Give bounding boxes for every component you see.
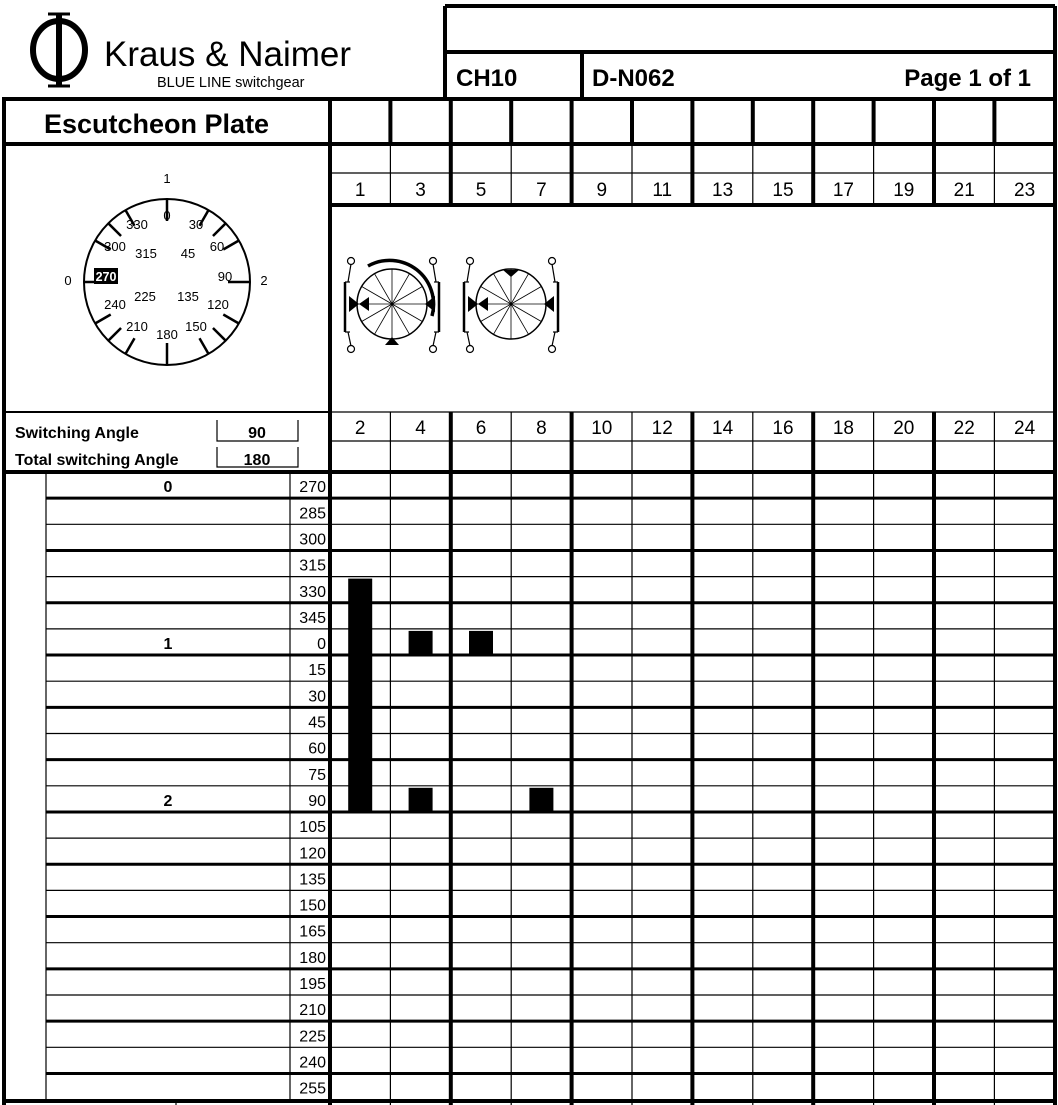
angle-cell-240: 240 — [299, 1054, 326, 1072]
position-cell-1: 1 — [163, 636, 173, 654]
dial-tick — [108, 223, 121, 236]
terminal-top-9: 9 — [596, 180, 608, 201]
angle-cell-165: 165 — [299, 923, 326, 941]
dial-position-1: 1 — [163, 171, 171, 186]
terminal-bottom-8: 8 — [536, 418, 547, 439]
dial-angle-300: 300 — [104, 239, 126, 254]
terminal-top-23: 23 — [1014, 180, 1036, 201]
terminal-bottom-4: 4 — [415, 418, 426, 439]
terminal-bottom-18: 18 — [832, 418, 854, 439]
terminal-top-17: 17 — [832, 180, 854, 201]
terminal-bottom-2: 2 — [354, 418, 366, 439]
terminal-bottom-20: 20 — [893, 418, 915, 439]
dial-tick — [200, 338, 209, 354]
terminal-top-15: 15 — [772, 180, 794, 201]
terminal-bottom-14: 14 — [712, 418, 734, 439]
terminal-top-19: 19 — [893, 180, 915, 201]
angle-cell-75: 75 — [308, 766, 326, 784]
angle-cell-330: 330 — [299, 583, 326, 601]
angle-cell-255: 255 — [299, 1080, 326, 1098]
switching-angle-value: 90 — [248, 425, 266, 442]
dial-angle-120: 120 — [207, 297, 229, 312]
angle-cell-285: 285 — [299, 505, 326, 523]
contact-closed-mark — [409, 631, 433, 654]
dial-angle-30: 30 — [188, 217, 204, 232]
angle-cell-105: 105 — [299, 819, 326, 837]
position-cell-2: 2 — [163, 792, 173, 810]
contact-symbol-1 — [345, 258, 439, 353]
dial-position-0: 0 — [64, 273, 72, 288]
drawing-number: D-N062 — [592, 65, 675, 92]
angle-cell-15: 15 — [308, 662, 326, 680]
angle-cell-210: 210 — [299, 1002, 326, 1020]
angle-cell-270: 270 — [299, 479, 326, 497]
logo — [33, 14, 85, 86]
angle-cell-150: 150 — [299, 897, 326, 915]
angle-cell-45: 45 — [308, 714, 326, 732]
terminal-top-11: 11 — [652, 180, 673, 201]
dial-angle-330: 330 — [126, 217, 148, 232]
switching-specs — [15, 420, 298, 469]
header — [2, 6, 1055, 99]
brand-subtitle: BLUE LINE switchgear — [157, 75, 305, 91]
dial-tick — [223, 315, 239, 324]
dial-tick — [213, 223, 226, 236]
contact-closed-mark — [348, 579, 372, 811]
dial-angle-135: 135 — [177, 289, 199, 304]
dial-angle-180: 180 — [156, 327, 178, 342]
angle-cell-195: 195 — [299, 976, 326, 993]
terminal-top-13: 13 — [712, 180, 734, 201]
escutcheon-dial — [64, 171, 267, 365]
terminal-bottom-6: 6 — [475, 418, 487, 439]
angle-cell-30: 30 — [308, 688, 326, 706]
total-angle-value: 180 — [243, 452, 271, 469]
dial-angle-90: 90 — [217, 269, 233, 284]
contact-closed-mark — [469, 631, 493, 654]
switching-angle-label: Switching Angle — [15, 425, 139, 442]
terminal-top-3: 3 — [415, 180, 426, 201]
contact-closed-mark — [409, 788, 433, 811]
dial-angle-315: 315 — [135, 246, 157, 261]
terminal-top-21: 21 — [953, 180, 975, 201]
terminal-bottom-12: 12 — [651, 418, 673, 439]
dial-angle-270: 270 — [95, 270, 117, 284]
angle-cell-315: 315 — [299, 557, 326, 575]
total-angle-label: Total switching Angle — [15, 452, 179, 469]
dial-tick — [223, 241, 239, 250]
dial-angle-225: 225 — [134, 289, 156, 304]
angle-cell-225: 225 — [299, 1028, 326, 1046]
dial-angle-150: 150 — [185, 319, 207, 334]
dial-tick — [95, 315, 111, 324]
terminal-top-7: 7 — [536, 180, 547, 201]
terminal-bottom-22: 22 — [953, 418, 975, 439]
dial-tick — [126, 338, 135, 354]
dial-angle-0: 0 — [163, 208, 171, 223]
angle-cell-90: 90 — [308, 792, 326, 810]
angle-cell-60: 60 — [308, 740, 326, 758]
terminal-top-5: 5 — [475, 180, 487, 201]
dial-angle-45: 45 — [180, 246, 196, 261]
angle-cell-345: 345 — [299, 609, 326, 627]
angle-cell-135: 135 — [299, 871, 326, 889]
page-indicator: Page 1 of 1 — [904, 65, 1031, 92]
dial-angle-60: 60 — [209, 239, 225, 254]
position-cell-0: 0 — [163, 479, 173, 497]
dial-tick — [213, 328, 226, 341]
dial-angle-210: 210 — [126, 319, 148, 334]
angle-cell-120: 120 — [299, 845, 326, 863]
dial-tick — [108, 328, 121, 341]
contact-closed-mark — [529, 788, 553, 811]
terminal-bottom-10: 10 — [591, 418, 613, 439]
contact-symbol-2 — [464, 258, 558, 353]
terminal-top-1: 1 — [354, 180, 366, 201]
dial-angle-240: 240 — [104, 297, 126, 312]
terminal-bottom-24: 24 — [1014, 418, 1036, 439]
terminal-bottom-16: 16 — [772, 418, 794, 439]
dial-position-2: 2 — [260, 273, 268, 288]
brand-name: Kraus & Naimer — [104, 35, 352, 74]
angle-cell-300: 300 — [299, 531, 326, 549]
model-code: CH10 — [456, 65, 518, 92]
angle-cell-0: 0 — [317, 636, 326, 654]
page-title: Escutcheon Plate — [44, 109, 270, 139]
angle-cell-180: 180 — [299, 949, 326, 967]
